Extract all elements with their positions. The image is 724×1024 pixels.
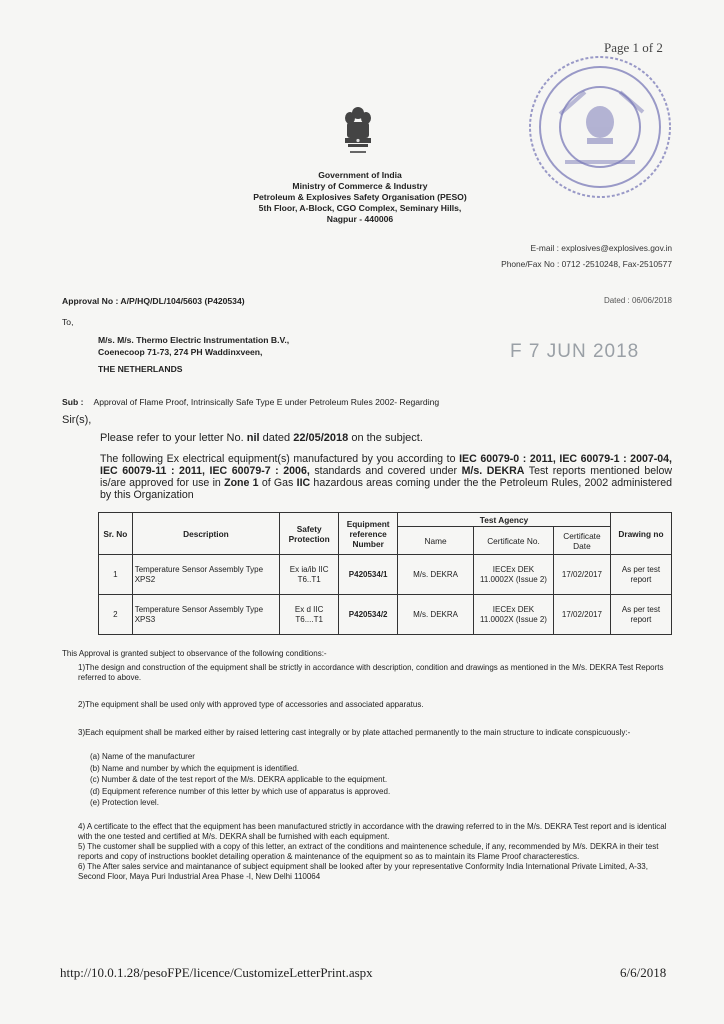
col-safety: Safety Protection — [280, 513, 339, 555]
condition-5: 5) The customer shall be supplied with a copy of this letter, an extract of the conditions and maintenence schedule, if any, recommended by M/s. DEKRA in their test reports and copy of instructions booklet detailing operation & maintenance of the equipment so as to maintain its Flame Proof characterestics. — [78, 842, 659, 861]
para2-agency: M/s. DEKRA — [461, 465, 525, 477]
page-number: Page 1 of 2 — [604, 40, 663, 55]
para1-text-c: dated — [259, 432, 294, 444]
col-test-agency: Test Agency — [398, 513, 611, 527]
equipment-table — [98, 512, 672, 635]
address-line-2: Coenecoop 71-73, 274 PH Waddinxveen, — [98, 347, 263, 357]
cell-safety: Ex ia/ib IIC T6..T1 — [280, 555, 339, 595]
cell-safety: Ex d IIC T6....T1 — [280, 595, 339, 635]
para1-text-e: on the subject. — [348, 432, 423, 444]
footer-date: 6/6/2018 — [620, 965, 667, 980]
col-drawing: Drawing no — [610, 513, 671, 555]
para2-zone: Zone 1 — [224, 477, 259, 489]
cell-cert-no: IECEx DEK 11.0002X (Issue 2) — [473, 595, 553, 635]
para2-gas-group: IIC — [296, 477, 311, 489]
marking-requirements-list — [90, 751, 390, 809]
cell-cert-date: 17/02/2017 — [554, 595, 611, 635]
para1-letter-date: 22/05/2018 — [293, 432, 349, 444]
col-description: Description — [132, 513, 279, 555]
salutation: Sir(s), — [62, 414, 92, 426]
col-certificate-no: Certificate No. — [473, 527, 553, 555]
footer-url: http://10.0.1.28/pesoFPE/licence/CustomizeLetterPrint.aspx — [60, 965, 373, 980]
received-date-stamp: F 7 JUN 2018 — [510, 341, 640, 362]
col-name: Name — [398, 527, 474, 555]
cell-ref: P420534/2 — [339, 595, 398, 635]
phone-fax-line: Phone/Fax No : 0712 -2510248, Fax-2510577 — [501, 259, 672, 269]
list-item: (d) Equipment reference number of this letter by which use of apparatus is approved. — [90, 786, 391, 796]
condition-3: 3)Each equipment shall be marked either by raised lettering cast integrally or by plate attached permanently to the main structure to indicate conspicuously:- — [78, 728, 631, 737]
cell-description: Temperature Sensor Assembly Type XPS3 — [132, 595, 279, 635]
para2-standards: IEC 60079-0 : 2011, IEC 60079-1 : 2007-04, IEC 60079-11 : 2011, IEC 60079-7 : 2006, — [100, 453, 673, 477]
table-row — [99, 595, 672, 635]
recipient-country: THE NETHERLANDS — [98, 364, 183, 374]
para1-letter-no: nil — [246, 432, 260, 444]
email-line: E-mail : explosives@explosives.gov.in — [530, 243, 672, 253]
conditions-4-to-6 — [78, 822, 672, 882]
list-item: (b) Name and number by which the equipment is identified. — [90, 763, 299, 773]
col-equipment-ref: Equipment reference Number — [339, 513, 398, 555]
cell-name: M/s. DEKRA — [398, 555, 474, 595]
list-item: (a) Name of the manufacturer — [90, 752, 195, 761]
table-header-row — [99, 513, 672, 527]
cell-drawing: As per test report — [610, 595, 671, 635]
conditions-intro: This Approval is granted subject to observance of the following conditions:- — [62, 649, 327, 658]
para2-text-a: The following Ex electrical equipment(s) manufactured by you according to — [100, 453, 460, 465]
cell-sr: 2 — [99, 595, 133, 635]
condition-2: 2)The equipment shall be used only with approved type of accessories and associated apparatus. — [78, 700, 424, 709]
official-seal-stamp — [525, 52, 675, 202]
condition-1: 1)The design and construction of the equipment shall be strictly in accordance with description, condition and drawings as mentioned in the M/s. DEKRA Test Reports referred to above. — [78, 663, 664, 682]
national-emblem-icon — [340, 104, 376, 160]
cell-ref: P420534/1 — [339, 555, 398, 595]
para2-text-c: standards and covered under — [309, 465, 462, 477]
cell-name: M/s. DEKRA — [398, 595, 474, 635]
letterhead-line-2: Ministry of Commerce & Industry — [292, 181, 428, 191]
condition-6: 6) The After sales service and maintanance of subject equipment shall be looked after by your representative Conformity India International Private Limited, A-33, Second Floor, Maya Puri Industrial Area Phase -I, New Delhi 110064 — [78, 862, 648, 881]
list-item: (c) Number & date of the test report of the M/s. DEKRA applicable to the equipment. — [90, 775, 388, 784]
cell-drawing: As per test report — [610, 555, 671, 595]
cell-sr: 1 — [99, 555, 133, 595]
col-certificate-date: Certificate Date — [554, 527, 611, 555]
col-sr: Sr. No — [99, 513, 133, 555]
letterhead-line-4: 5th Floor, A-Block, CGO Complex, Seminary Hills, — [258, 203, 462, 213]
reference-paragraph — [100, 432, 423, 444]
subject-text: Approval of Flame Proof, Intrinsically Safe Type E under Petroleum Rules 2002- Regarding — [93, 397, 440, 407]
letterhead-line-1: Government of India — [318, 170, 402, 180]
cell-description: Temperature Sensor Assembly Type XPS2 — [132, 555, 279, 595]
subject-line — [62, 397, 439, 407]
letterhead — [220, 170, 500, 225]
condition-4: 4) A certificate to the effect that the equipment has been manufactured strictly in accordance with the drawing referred to in the M/s. DEKRA Test report and is identical with the one tested and certified at M/s. DEKRA shall be furnished with each equipment. — [78, 822, 667, 841]
letterhead-line-5: Nagpur - 440006 — [326, 214, 394, 224]
letterhead-line-3: Petroleum & Explosives Safety Organisation (PESO) — [253, 192, 467, 202]
para2-text-g: of Gas — [258, 477, 297, 489]
list-item: (e) Protection level. — [90, 798, 159, 807]
recipient-address — [98, 334, 289, 358]
approval-paragraph — [100, 453, 672, 501]
subject-label: Sub : — [62, 397, 84, 407]
dated: Dated : 06/06/2018 — [603, 296, 672, 305]
contact-block — [440, 240, 672, 272]
to-label: To, — [62, 317, 74, 327]
para2-text-e: Test reports mentioned below is/are approved for use in — [100, 465, 672, 489]
para2-text-i: hazardous areas coming under the the Petroleum Rules, 2002 administered by this Organization — [100, 477, 673, 501]
address-line-1: M/s. M/s. Thermo Electric Instrumentation B.V., — [98, 335, 290, 345]
cell-cert-date: 17/02/2017 — [554, 555, 611, 595]
table-row — [99, 555, 672, 595]
para1-text-a: Please refer to your letter No. — [100, 432, 247, 444]
approval-number: Approval No : A/P/HQ/DL/104/5603 (P420534) — [62, 296, 245, 306]
cell-cert-no: IECEx DEK 11.0002X (Issue 2) — [473, 555, 553, 595]
